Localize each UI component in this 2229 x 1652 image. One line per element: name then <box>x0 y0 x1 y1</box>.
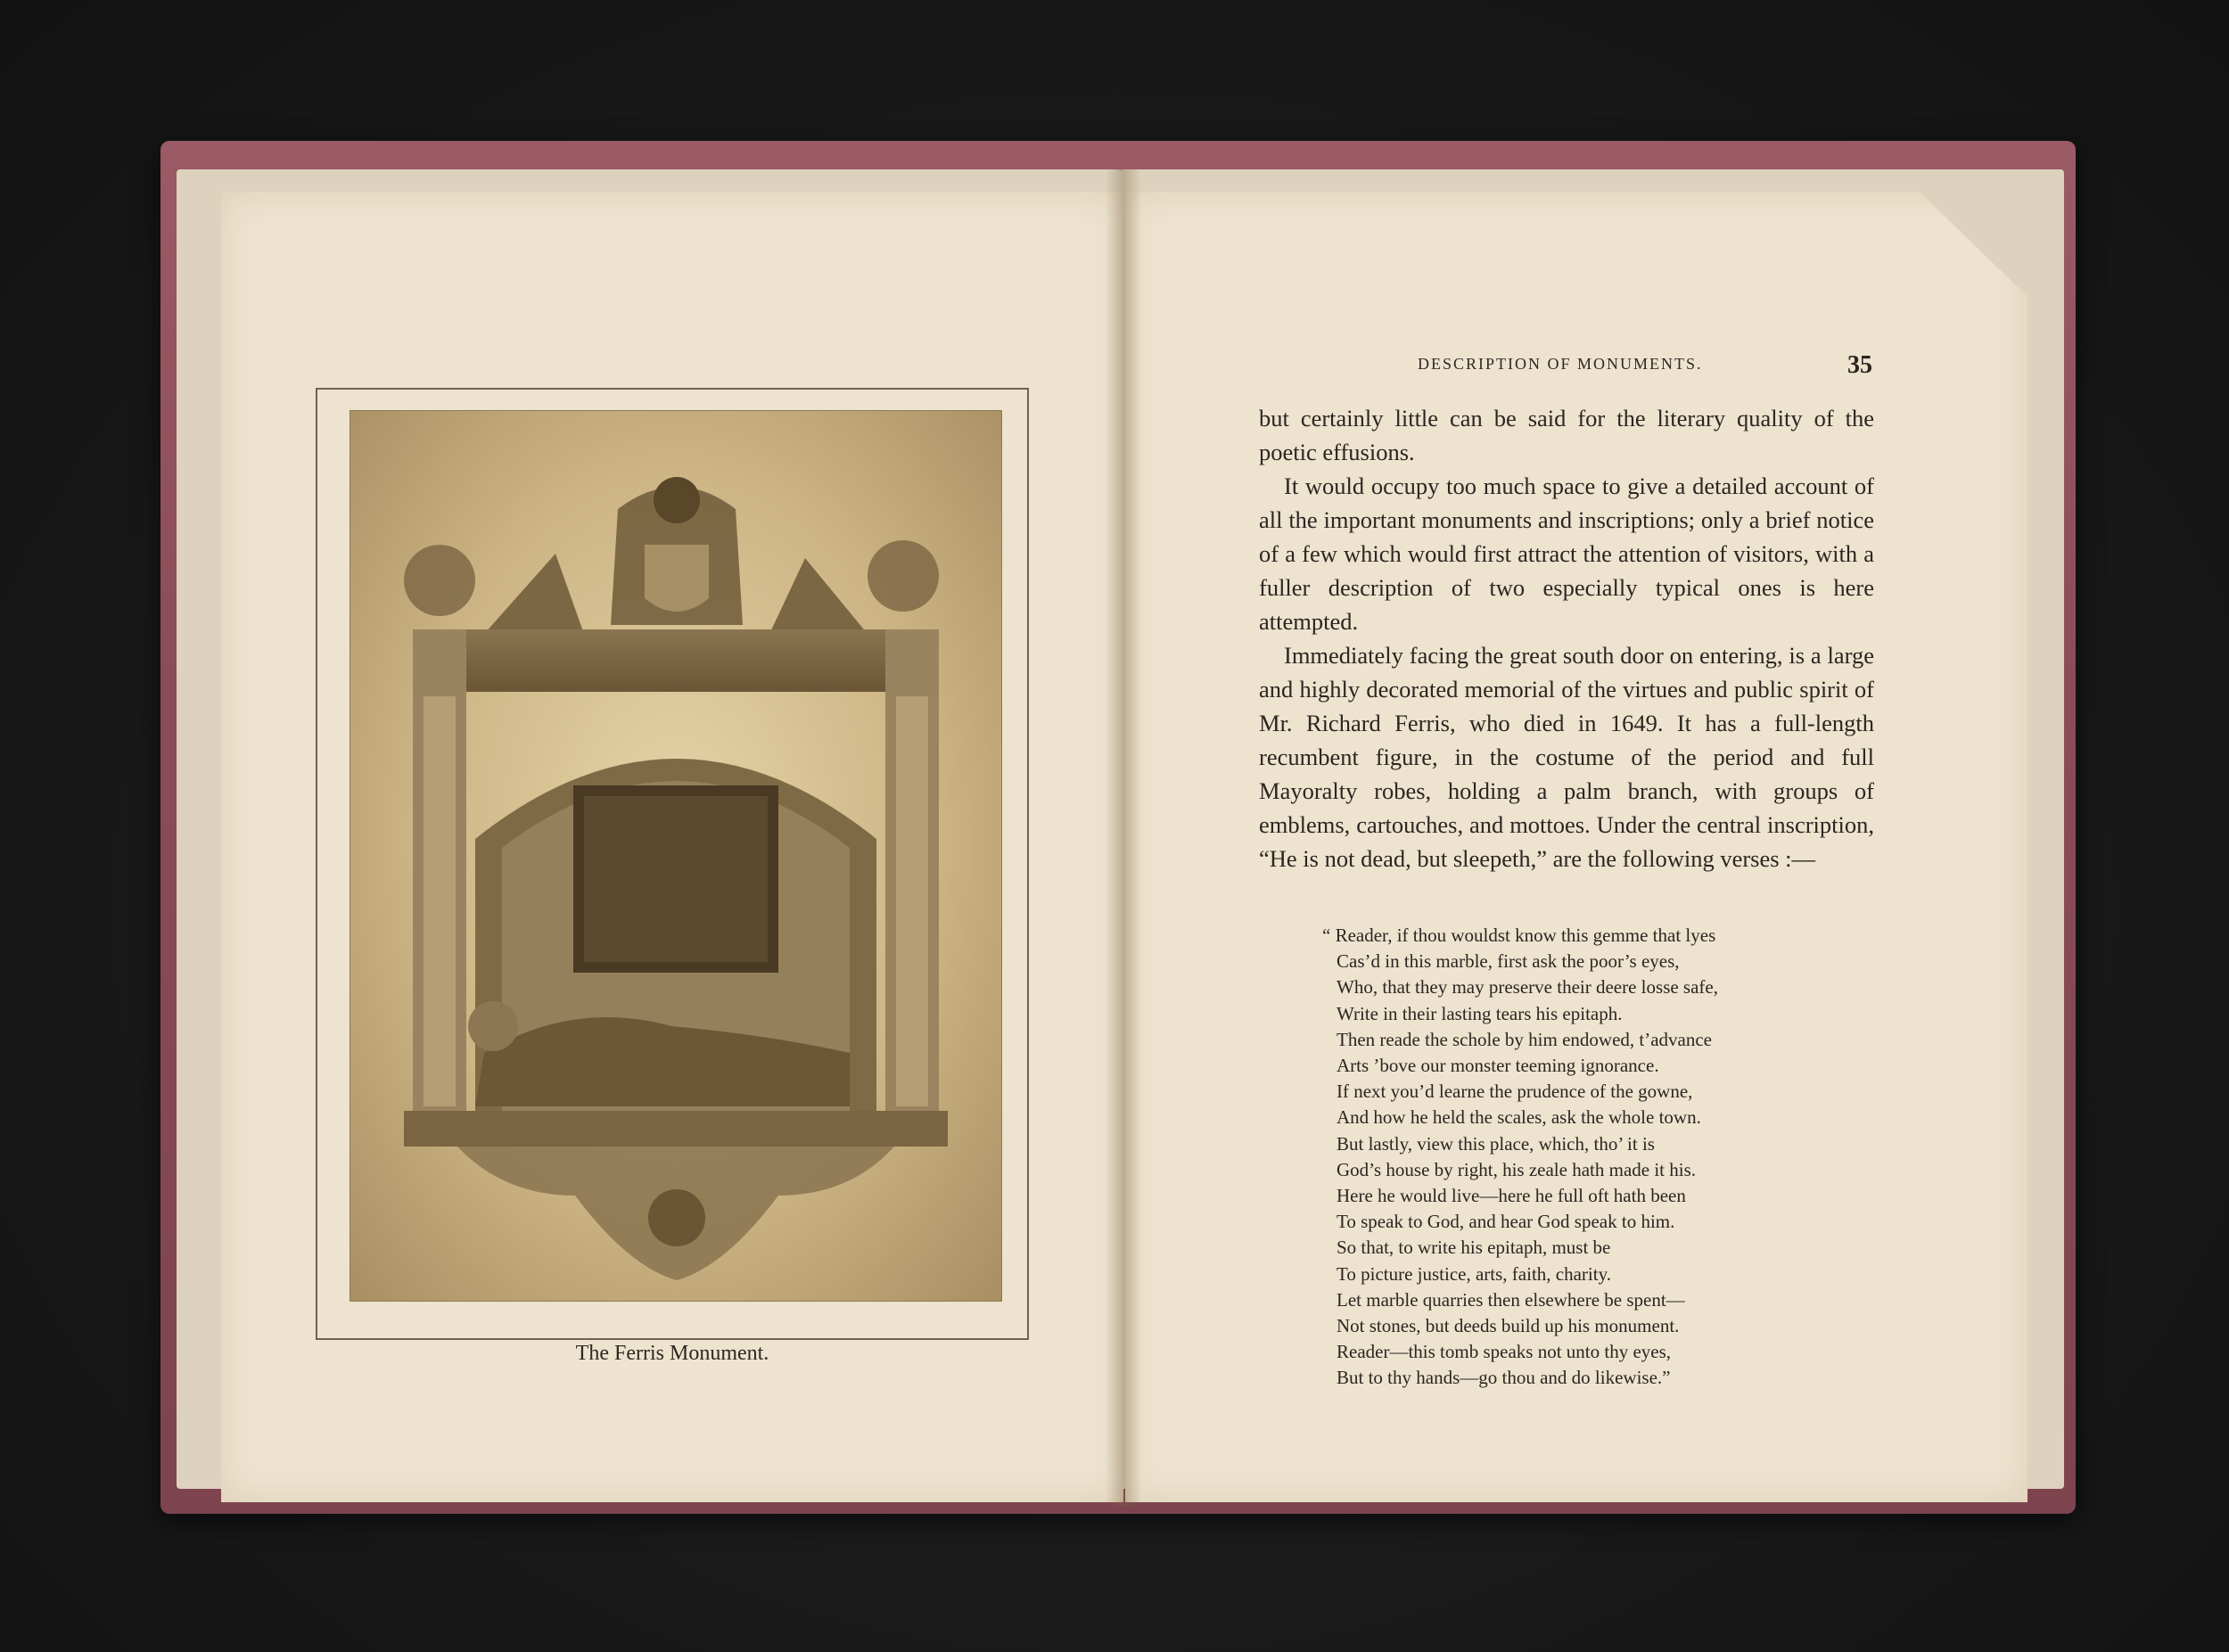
verse-line: Let marble quarries then elsewhere be spent— <box>1337 1288 1685 1311</box>
verse-line: But lastly, view this place, which, tho’ it is <box>1337 1132 1655 1155</box>
running-head: DESCRIPTION OF MONUMENTS. <box>1418 355 1703 373</box>
verse-line: Not stones, but deeds build up his monument. <box>1337 1315 1680 1337</box>
verse-line: But to thy hands—go thou and do likewise.” <box>1337 1367 1671 1389</box>
verse-line: Reader—this tomb speaks not unto thy eyes, <box>1337 1341 1672 1363</box>
paragraph: but certainly little can be said for the literary quality of the poetic effusions. <box>1259 405 1874 465</box>
verse-line: To picture justice, arts, faith, charity. <box>1337 1262 1611 1285</box>
verse-line: If next you’d learne the prudence of the gowne, <box>1337 1081 1693 1103</box>
verse-line: So that, to write his epitaph, must be <box>1337 1237 1611 1259</box>
verse-line: Cas’d in this marble, first ask the poor’s eyes, <box>1337 950 1680 973</box>
verse-line: Here he would live—here he full oft hath been <box>1337 1185 1686 1207</box>
monument-photograph <box>350 410 1002 1302</box>
verse-block <box>1322 923 1875 1392</box>
verse-line: Then reade the schole by him endowed, t’advance <box>1337 1028 1712 1050</box>
monument-illustration <box>350 411 1002 1302</box>
paragraph: Immediately facing the great south door on entering, is a large and highly decorated memorial of the virtues and public spirit of Mr. Richard Ferris, who died in 1649. It has a full-length recumbent figure, in the costume of the period and full Mayoralty robes, holding a palm branch, with groups of emblems, cartouches, and mottoes. Under the central inscription, “He is not dead, but sleepeth,” are the following verses :— <box>1259 642 1874 872</box>
verse-line: Who, that they may preserve their deere losse safe, <box>1337 976 1718 999</box>
verse-line: “ Reader, if thou wouldst know this gemme that lyes <box>1322 925 1716 946</box>
verse-line: To speak to God, and hear God speak to him. <box>1337 1211 1675 1233</box>
body-text <box>1259 401 1874 875</box>
book-gutter <box>1106 169 1141 1507</box>
paragraph: It would occupy too much space to give a detailed account of all the important monuments and inscriptions; only a brief notice of a few which would first attract the attention of visitors, with a fuller description of two especially typical ones is here attempted. <box>1259 473 1874 635</box>
plate-caption: The Ferris Monument. <box>575 1342 769 1365</box>
page-number: 35 <box>1847 351 1872 379</box>
verse-line: And how he held the scales, ask the whole town. <box>1337 1106 1701 1129</box>
verse-line: God’s house by right, his zeale hath made it his. <box>1337 1158 1697 1180</box>
verse-line: Write in their lasting tears his epitaph. <box>1337 1002 1623 1024</box>
verse-line: Arts ’bove our monster teeming ignorance. <box>1337 1055 1659 1077</box>
